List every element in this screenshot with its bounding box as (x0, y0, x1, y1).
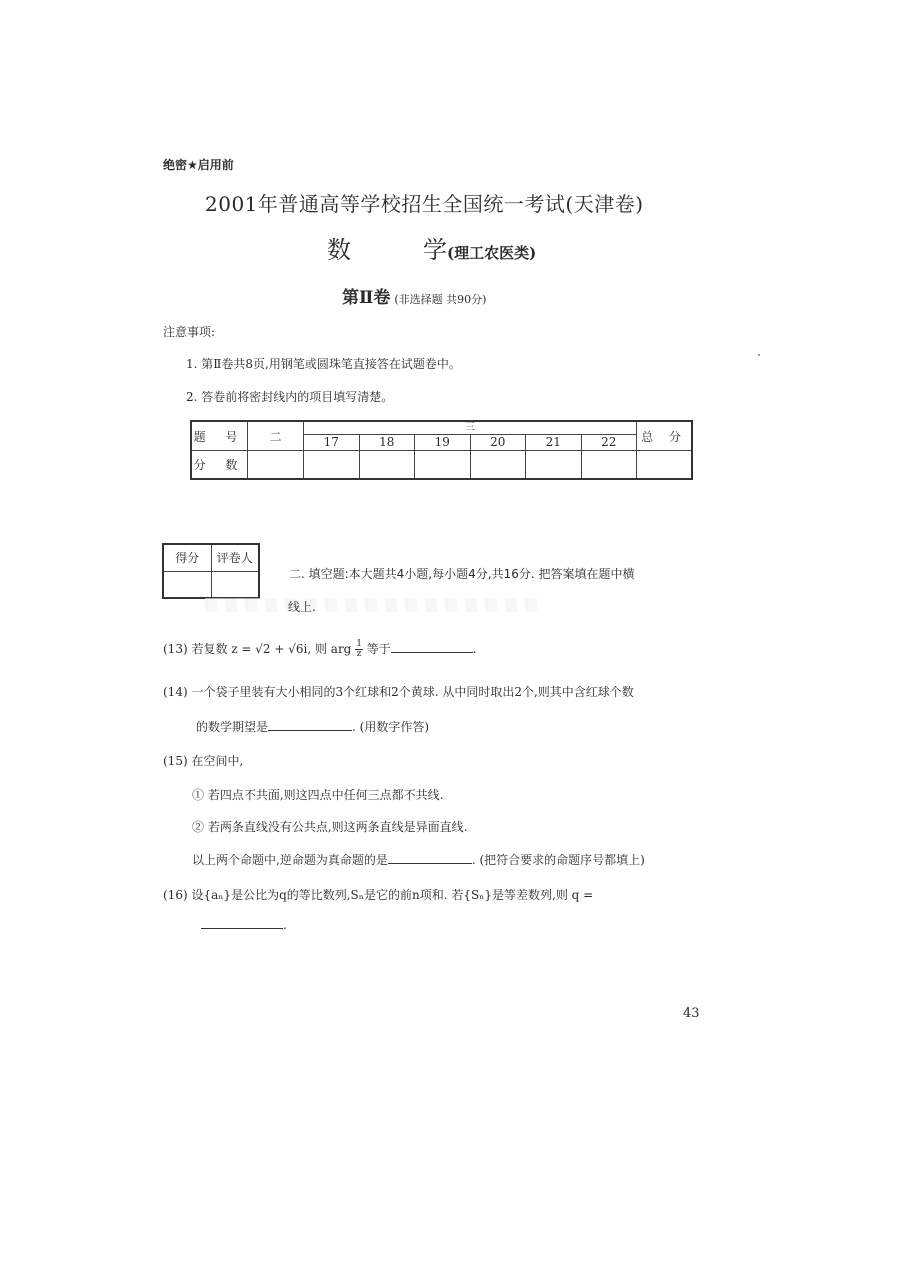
question-13: (13) 若复数 z = √2 + √6i, 则 arg $\frac{1}{z}$ 等于 . (163, 639, 477, 659)
score-cells-three (304, 451, 637, 480)
q16-answer-blank[interactable] (201, 928, 283, 929)
q13-frac-num: 1 (356, 639, 362, 649)
q13-fraction (355, 640, 363, 659)
q14-prefix: 的数学期望是 (196, 720, 269, 734)
volume-note: (非选择题 共90分) (394, 293, 487, 306)
exam-title: 2001年普通高等学校招生全国统一考试(天津卷) (205, 192, 644, 216)
subject-heading (327, 230, 536, 265)
question-15-item-2: ② 若两条直线没有公共点,则这两条直线是异面直线. (192, 820, 468, 834)
question-15-line-4 (192, 851, 645, 868)
question-15-item-1: ① 若四点不共面,则这四点中任何三点都不共线. (192, 788, 444, 802)
notice-item-2: 2. 答卷前将密封线内的项目填写清楚。 (186, 390, 394, 404)
col-21: 21 (526, 435, 582, 450)
q15-suffix: . (把符合要求的命题序号都填上) (471, 853, 645, 867)
q13-prefix: (13) 若复数 z = √2 + √6i, 则 arg (163, 642, 352, 656)
volume-heading (342, 283, 486, 308)
score-row-label: 分 数 (191, 451, 248, 480)
q14-answer-blank[interactable] (268, 730, 352, 731)
section-two-heading-cont: 线上. (288, 600, 316, 614)
question-16-line-1: (16) 设{aₙ}是公比为q的等比数列,Sₙ是它的前n项和. 若{Sₙ}是等差数列,则 q = (163, 888, 594, 902)
q13-frac-den: z (356, 649, 362, 659)
question-14-line-2 (196, 718, 429, 735)
col-section-two: 二 (248, 421, 304, 451)
q16-end: . (283, 918, 287, 932)
q15-prefix: 以上两个命题中,逆命题为真命题的是 (192, 853, 388, 867)
volume-label: 第Ⅱ卷 (342, 288, 391, 308)
subject-char-1: 数 (327, 236, 351, 264)
section-two-heading: 二. 填空题:本大题共4小题,每小题4分,共16分. 把答案填在题中横 (289, 567, 635, 581)
col-18: 18 (360, 435, 416, 450)
speck (758, 354, 760, 356)
col-19: 19 (415, 435, 471, 450)
q13-suffix: 等于 (366, 642, 391, 656)
question-number-label: 题 号 (191, 421, 248, 451)
q15-answer-blank[interactable] (388, 863, 472, 864)
grade-grader-label: 评卷人 (211, 544, 259, 571)
score-cell-18 (360, 451, 416, 478)
score-cell-total (637, 451, 693, 480)
score-table (190, 420, 693, 480)
grade-score-label: 得分 (163, 544, 211, 571)
subject-char-2: 学 (423, 236, 447, 264)
grade-grader-cell (211, 571, 259, 598)
score-cell-17 (304, 451, 360, 478)
grade-box (162, 543, 260, 599)
score-cell-two (248, 451, 304, 480)
score-cell-20 (471, 451, 527, 478)
col-20: 20 (471, 435, 527, 450)
total-label: 总 分 (637, 421, 693, 451)
q13-answer-blank[interactable] (391, 652, 473, 653)
col-section-three (304, 421, 637, 451)
notice-item-1: 1. 第Ⅱ卷共8页,用钢笔或圆珠笔直接答在试题卷中。 (186, 357, 461, 371)
col-22: 22 (601, 435, 617, 449)
col-17: 17 (304, 435, 360, 450)
grade-score-cell (163, 571, 211, 598)
notice-heading: 注意事项: (163, 325, 216, 339)
question-16-line-2 (201, 918, 287, 932)
subject-category: (理工农医类) (447, 244, 537, 262)
score-cell-22 (582, 451, 637, 478)
q14-suffix: . (用数字作答) (352, 720, 430, 734)
score-cell-19 (415, 451, 471, 478)
score-cell-21 (526, 451, 582, 478)
page-number: 43 (683, 1006, 700, 1021)
question-15-line-1: (15) 在空间中, (163, 754, 244, 768)
section-three-label: 三 (304, 422, 636, 435)
confidential-label: 绝密★启用前 (163, 158, 234, 172)
bleed-through-text (205, 598, 545, 612)
question-14-line-1: (14) 一个袋子里装有大小相同的3个红球和2个黄球. 从中同时取出2个,则其中含红球个数 (163, 685, 634, 699)
